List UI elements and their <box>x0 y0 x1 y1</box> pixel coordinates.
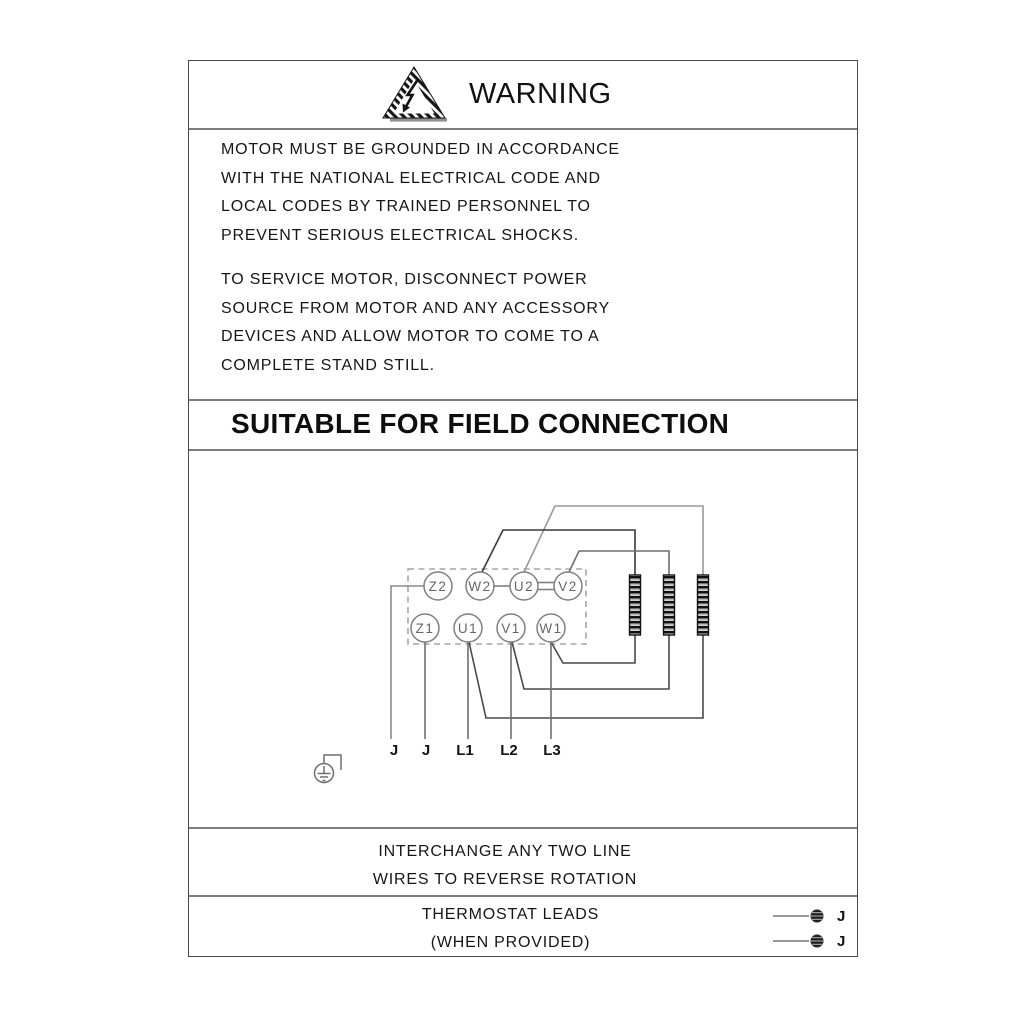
wire-u2-to-winding3 <box>524 506 703 575</box>
lead-label-j2: J <box>421 742 431 759</box>
lead-label-l1: L1 <box>456 742 474 759</box>
warning-triangle-icon <box>381 66 447 124</box>
warning-text-line: PREVENT SERIOUS ELECTRICAL SHOCKS. <box>221 226 579 244</box>
rotation-note-line1: INTERCHANGE ANY TWO LINE <box>378 843 632 860</box>
section-title: SUITABLE FOR FIELD CONNECTION <box>231 408 730 439</box>
terminal-label: U1 <box>457 621 479 636</box>
thermostat-lead-2 <box>773 933 845 949</box>
thermostat-lead-1 <box>773 908 845 924</box>
warning-text-line: TO SERVICE MOTOR, DISCONNECT POWER <box>221 271 588 288</box>
terminal-label: Z1 <box>415 621 435 636</box>
warning-text-line: WITH THE NATIONAL ELECTRICAL CODE AND <box>221 169 601 187</box>
thermostat-lead-icon <box>809 908 825 924</box>
thermostat-lead-label: J <box>837 907 846 925</box>
warning-text-line: SOURCE FROM MOTOR AND ANY ACCESSORY <box>221 299 610 317</box>
lead-wire <box>773 915 809 917</box>
triangle-shadow <box>390 118 447 122</box>
terminal-label: Z2 <box>428 579 448 594</box>
winding-coil-3 <box>698 575 709 635</box>
protective-earth-icon <box>315 755 342 783</box>
rotation-note-band <box>189 827 857 895</box>
thermostat-band <box>189 895 857 957</box>
terminal-label: V2 <box>558 579 578 594</box>
warning-text-line: COMPLETE STAND STILL. <box>221 356 435 374</box>
thermostat-line2: (WHEN PROVIDED) <box>430 934 591 951</box>
terminal-label: W2 <box>468 579 492 594</box>
wire-winding1-to-w1 <box>551 635 635 663</box>
service-paragraph <box>221 266 857 380</box>
wire-v2-to-winding2 <box>569 551 669 575</box>
terminal-label: U2 <box>513 579 535 594</box>
lead-label-l2: L2 <box>500 742 518 759</box>
lead-wire <box>773 940 809 942</box>
terminal-label: V1 <box>501 621 521 636</box>
warning-text-block <box>189 128 857 399</box>
label-sheet <box>188 60 858 957</box>
warning-header <box>189 61 857 128</box>
lead-label-l3: L3 <box>543 742 561 759</box>
wiring-diagram <box>189 451 859 827</box>
winding-coil-1 <box>630 575 641 635</box>
warning-title: WARNING <box>469 78 612 110</box>
wire-winding2-to-v1 <box>512 635 669 689</box>
warning-text-line: DEVICES AND ALLOW MOTOR TO COME TO A <box>221 328 600 345</box>
warning-text-line: MOTOR MUST BE GROUNDED IN ACCORDANCE <box>221 141 620 158</box>
lead-label-j1: J <box>389 742 399 759</box>
grounding-paragraph <box>221 136 857 250</box>
thermostat-lead-icon <box>809 933 825 949</box>
field-connection-band <box>189 399 857 449</box>
terminal-label: W1 <box>539 621 563 636</box>
thermostat-line1: THERMOSTAT LEADS <box>421 906 600 923</box>
warning-text-line: LOCAL CODES BY TRAINED PERSONNEL TO <box>221 198 591 215</box>
wire-winding3-to-u1 <box>469 635 703 718</box>
winding-coil-2 <box>664 575 675 635</box>
wiring-diagram-band <box>189 449 857 827</box>
thermostat-lead-label: J <box>837 932 846 950</box>
rotation-note-line2: WIRES TO REVERSE ROTATION <box>372 871 638 888</box>
